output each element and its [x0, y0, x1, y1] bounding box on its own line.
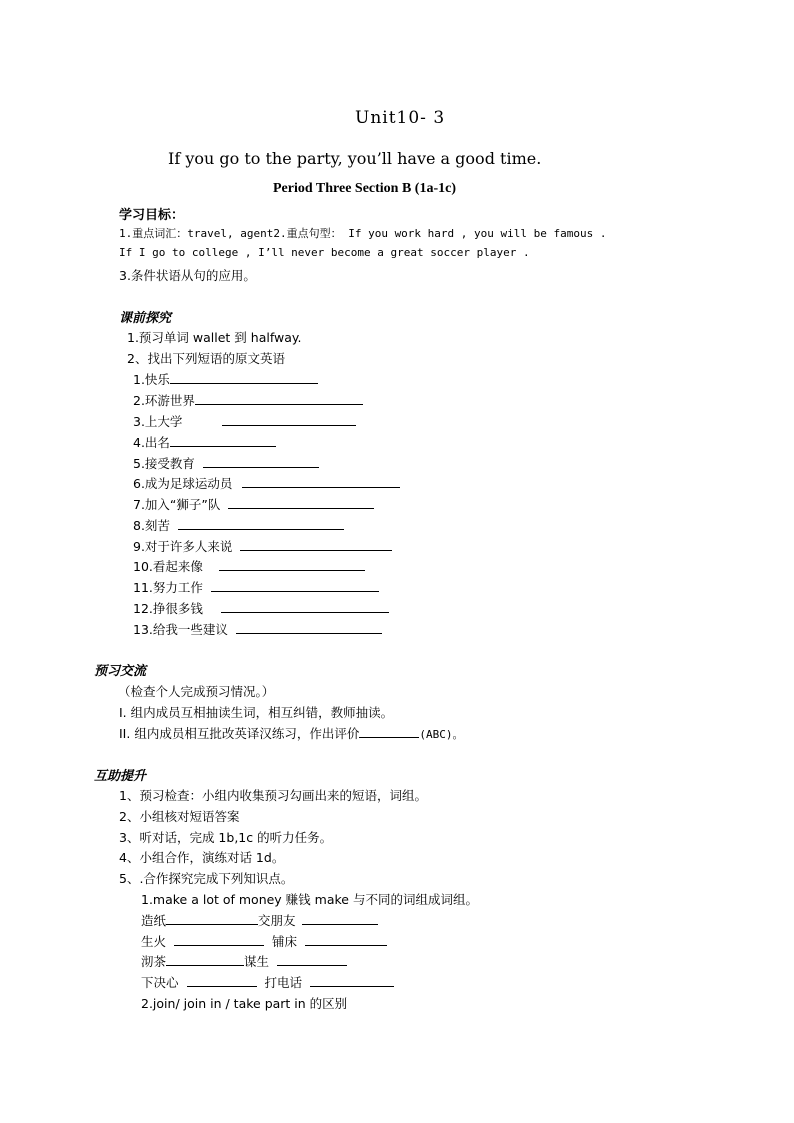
make-word: 打电话 [264, 975, 303, 990]
phrase-label: 7.加入“狮子”队 [133, 497, 221, 512]
phrase-row [133, 454, 319, 472]
make-word: 交朋友 [258, 913, 296, 928]
make-word: 生火 [141, 934, 167, 949]
answer-blank[interactable] [203, 454, 319, 468]
improve-sub-2: 2.join/ join in / take part in 的区别 [141, 996, 348, 1011]
phrase-row [133, 495, 374, 513]
exchange-item-2-text: II. 组内成员相互批改英译汉练习，作出评价 [119, 726, 360, 741]
phrase-row [133, 578, 379, 596]
make-word: 下决心 [141, 975, 179, 990]
phrase-label: 6.成为足球运动员 [133, 476, 233, 491]
period-label: Period Three Section B (1a-1c) [273, 181, 457, 196]
preview-item-2: 2、找出下列短语的原文英语 [127, 351, 285, 366]
phrase-row [133, 474, 400, 492]
make-pair-row [141, 911, 378, 929]
objectives-heading: 学习目标： [119, 208, 185, 223]
answer-blank[interactable] [166, 952, 244, 966]
objectives-line-1: 1.重点词汇：travel, agent2.重点句型： If you work hard , you will be famous . [119, 227, 607, 240]
answer-blank[interactable] [222, 412, 356, 426]
answer-blank[interactable] [242, 474, 400, 488]
answer-blank[interactable] [170, 433, 276, 447]
make-word: 铺床 [272, 934, 298, 949]
answer-blank[interactable] [228, 495, 374, 509]
lesson-title: If you go to the party, you’ll have a good time. [168, 149, 542, 168]
answer-blank[interactable] [236, 620, 382, 634]
phrase-row [133, 557, 365, 575]
preview-item-1: 1.预习单词 wallet 到 halfway. [127, 330, 302, 345]
phrase-row [133, 370, 318, 388]
preview-heading: 课前探究 [119, 311, 172, 326]
phrase-label: 12.挣很多钱 [133, 601, 203, 616]
make-pair-row [141, 952, 347, 970]
improve-sub-1: 1.make a lot of money 赚钱 make 与不同的词组成词组。 [141, 892, 478, 907]
phrase-row [133, 433, 276, 451]
answer-blank[interactable] [277, 952, 347, 966]
improve-item-1: 1、预习检查：小组内收集预习勾画出来的短语，词组。 [119, 788, 427, 803]
answer-blank[interactable] [302, 911, 378, 925]
exchange-heading: 预习交流 [94, 664, 147, 679]
objectives-line-3: 3.条件状语从句的应用。 [119, 268, 256, 283]
exchange-item-1: I. 组内成员互相抽读生词，相互纠错，教师抽读。 [119, 705, 394, 720]
answer-blank[interactable] [240, 537, 392, 551]
improve-item-4: 4、小组合作，演练对话 1d。 [119, 850, 285, 865]
answer-blank[interactable] [187, 973, 257, 987]
rating-blank[interactable] [359, 724, 419, 738]
answer-blank[interactable] [170, 370, 318, 384]
answer-blank[interactable] [219, 557, 365, 571]
answer-blank[interactable] [195, 391, 363, 405]
phrase-label: 5.接受教育 [133, 456, 195, 471]
improve-item-5: 5、.合作探究完成下列知识点。 [119, 871, 294, 886]
phrase-label: 8.刻苦 [133, 518, 170, 533]
phrase-label: 10.看起来像 [133, 559, 203, 574]
phrase-label: 9.对于许多人来说 [133, 539, 233, 554]
answer-blank[interactable] [211, 578, 379, 592]
phrase-label: 11.努力工作 [133, 580, 203, 595]
make-word: 谋生 [244, 954, 270, 969]
answer-blank[interactable] [178, 516, 344, 530]
make-word: 造纸 [141, 913, 167, 928]
answer-blank[interactable] [305, 932, 387, 946]
phrase-row [133, 391, 363, 409]
phrase-row [133, 516, 344, 534]
answer-blank[interactable] [310, 973, 394, 987]
improve-heading: 互助提升 [94, 769, 147, 784]
exchange-note: （检查个人完成预习情况。） [118, 684, 275, 699]
improve-item-2: 2、小组核对短语答案 [119, 809, 240, 824]
make-word: 沏茶 [141, 954, 167, 969]
exchange-item-2 [119, 724, 463, 742]
improve-item-3: 3、听对话，完成 1b,1c 的听力任务。 [119, 830, 333, 845]
exchange-item-2-rating: (ABC)。 [419, 728, 464, 741]
make-pair-row [141, 932, 387, 950]
phrase-row [133, 599, 389, 617]
make-pair-row [141, 973, 394, 991]
phrase-row [133, 537, 392, 555]
unit-title: Unit10- 3 [355, 108, 446, 128]
phrase-row [133, 412, 356, 430]
phrase-label: 13.给我一些建议 [133, 622, 228, 637]
answer-blank[interactable] [221, 599, 389, 613]
phrase-label: 4.出名 [133, 435, 170, 450]
phrase-label: 1.快乐 [133, 372, 170, 387]
phrase-row [133, 620, 382, 638]
answer-blank[interactable] [166, 911, 258, 925]
phrase-label: 2.环游世界 [133, 393, 195, 408]
answer-blank[interactable] [174, 932, 264, 946]
objectives-line-2: If I go to college , I’ll never become a great soccer player . [119, 246, 530, 259]
phrase-label: 3.上大学 [133, 414, 183, 429]
